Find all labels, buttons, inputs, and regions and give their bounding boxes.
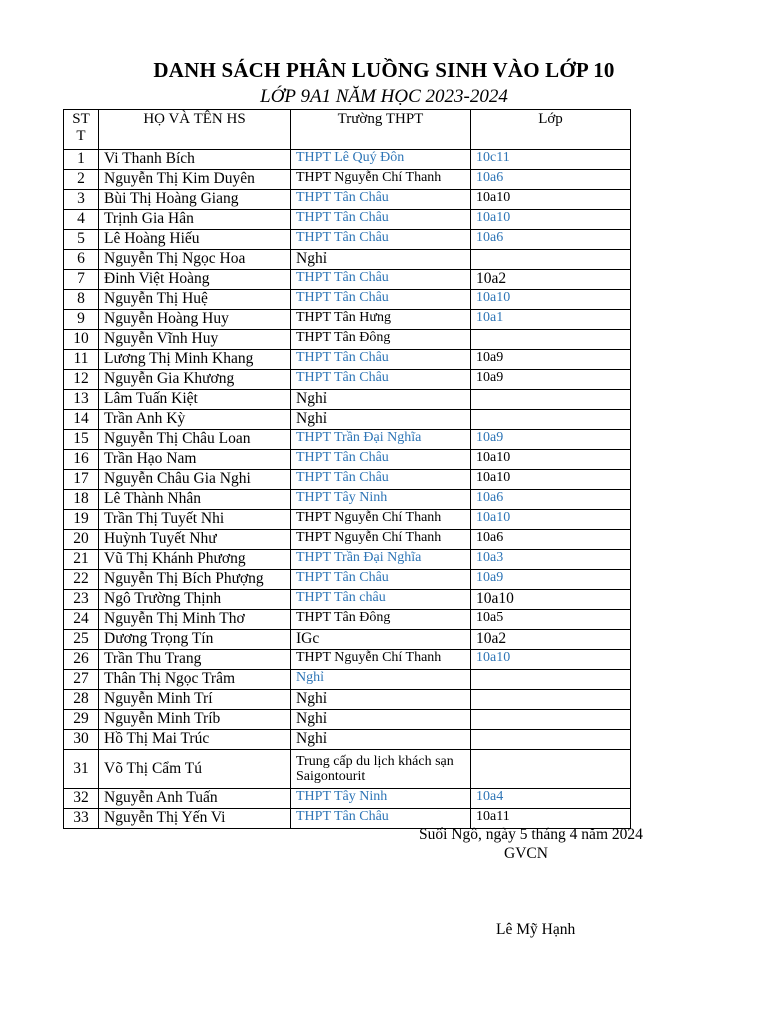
row-number: 25 xyxy=(64,630,99,650)
table-row xyxy=(64,690,631,710)
school-name: THPT Tân Châu xyxy=(291,270,471,290)
student-name: Trần Thị Tuyết Nhi xyxy=(99,510,291,530)
assigned-class: 10a6 xyxy=(471,230,631,250)
row-number: 21 xyxy=(64,550,99,570)
student-name: Ngô Trường Thịnh xyxy=(99,590,291,610)
table-row xyxy=(64,430,631,450)
school-name: THPT Tây Ninh xyxy=(291,789,471,809)
table-row xyxy=(64,610,631,630)
row-number: 12 xyxy=(64,370,99,390)
table-row xyxy=(64,350,631,370)
student-table xyxy=(63,109,631,829)
row-number: 8 xyxy=(64,290,99,310)
student-name: Đinh Việt Hoàng xyxy=(99,270,291,290)
student-name: Trần Anh Kỳ xyxy=(99,410,291,430)
assigned-class xyxy=(471,670,631,690)
school-name: Nghỉ xyxy=(291,690,471,710)
table-row xyxy=(64,550,631,570)
school-name: Nghỉ xyxy=(291,250,471,270)
row-number: 27 xyxy=(64,670,99,690)
student-name: Nguyễn Châu Gia Nghi xyxy=(99,470,291,490)
row-number: 30 xyxy=(64,730,99,750)
school-name: IGc xyxy=(291,630,471,650)
row-number: 10 xyxy=(64,330,99,350)
school-name: Trung cấp du lịch khách sạn Saigontourit xyxy=(291,750,471,789)
row-number: 26 xyxy=(64,650,99,670)
table-row xyxy=(64,510,631,530)
table-row xyxy=(64,410,631,430)
school-name: THPT Tân Châu xyxy=(291,370,471,390)
column-header-class: Lớp xyxy=(471,110,631,150)
assigned-class: 10a10 xyxy=(471,470,631,490)
student-name: Nguyễn Minh Tríb xyxy=(99,710,291,730)
assigned-class: 10a10 xyxy=(471,190,631,210)
school-name: Nghỉ xyxy=(291,730,471,750)
school-name: THPT Trần Đại Nghĩa xyxy=(291,550,471,570)
table-row xyxy=(64,370,631,390)
student-name: Võ Thị Cẩm Tú xyxy=(99,750,291,789)
school-name: THPT Tân Châu xyxy=(291,570,471,590)
table-row xyxy=(64,630,631,650)
student-name: Vi Thanh Bích xyxy=(99,150,291,170)
school-name: THPT Trần Đại Nghĩa xyxy=(291,430,471,450)
row-number: 28 xyxy=(64,690,99,710)
row-number: 32 xyxy=(64,789,99,809)
student-name: Nguyễn Thị Kim Duyên xyxy=(99,170,291,190)
table-row xyxy=(64,590,631,610)
table-row xyxy=(64,670,631,690)
student-name: Nguyễn Gia Khương xyxy=(99,370,291,390)
row-number: 33 xyxy=(64,809,99,829)
assigned-class: 10a3 xyxy=(471,550,631,570)
student-name: Dương Trọng Tín xyxy=(99,630,291,650)
row-number: 3 xyxy=(64,190,99,210)
row-number: 13 xyxy=(64,390,99,410)
assigned-class: 10a10 xyxy=(471,290,631,310)
school-name: THPT Nguyễn Chí Thanh xyxy=(291,650,471,670)
table-row xyxy=(64,650,631,670)
assigned-class xyxy=(471,730,631,750)
student-name: Nguyễn Thị Bích Phượng xyxy=(99,570,291,590)
table-row xyxy=(64,330,631,350)
table-row xyxy=(64,730,631,750)
assigned-class xyxy=(471,690,631,710)
row-number: 5 xyxy=(64,230,99,250)
table-row xyxy=(64,750,631,789)
assigned-class: 10a9 xyxy=(471,370,631,390)
table-header-row xyxy=(64,110,631,150)
table-row xyxy=(64,270,631,290)
assigned-class: 10a5 xyxy=(471,610,631,630)
assigned-class: 10a10 xyxy=(471,650,631,670)
assigned-class xyxy=(471,330,631,350)
school-name: THPT Lê Quý Đôn xyxy=(291,150,471,170)
table-row xyxy=(64,290,631,310)
assigned-class: 10a2 xyxy=(471,630,631,650)
assigned-class: 10a11 xyxy=(471,809,631,829)
student-name: Nguyễn Vĩnh Huy xyxy=(99,330,291,350)
row-number: 11 xyxy=(64,350,99,370)
table-row xyxy=(64,230,631,250)
student-name: Trần Hạo Nam xyxy=(99,450,291,470)
table-row xyxy=(64,210,631,230)
assigned-class: 10a9 xyxy=(471,350,631,370)
student-name: Lê Hoàng Hiếu xyxy=(99,230,291,250)
school-name: THPT Tân Châu xyxy=(291,450,471,470)
school-name: Nghỉ xyxy=(291,670,471,690)
table-row xyxy=(64,450,631,470)
table-row xyxy=(64,190,631,210)
table-row xyxy=(64,710,631,730)
assigned-class: 10a10 xyxy=(471,510,631,530)
table-row xyxy=(64,570,631,590)
row-number: 19 xyxy=(64,510,99,530)
assigned-class: 10a9 xyxy=(471,430,631,450)
assigned-class xyxy=(471,250,631,270)
assigned-class: 10a1 xyxy=(471,310,631,330)
row-number: 1 xyxy=(64,150,99,170)
school-name: THPT Tân Đông xyxy=(291,330,471,350)
school-name: Nghỉ xyxy=(291,390,471,410)
table-row xyxy=(64,310,631,330)
assigned-class: 10a2 xyxy=(471,270,631,290)
row-number: 17 xyxy=(64,470,99,490)
row-number: 29 xyxy=(64,710,99,730)
column-header-school: Trường THPT xyxy=(291,110,471,150)
student-name: Trần Thu Trang xyxy=(99,650,291,670)
assigned-class: 10a10 xyxy=(471,590,631,610)
table-row xyxy=(64,470,631,490)
signature-role: GVCN xyxy=(504,845,548,862)
school-name: THPT Tây Ninh xyxy=(291,490,471,510)
school-name: THPT Nguyễn Chí Thanh xyxy=(291,170,471,190)
row-number: 2 xyxy=(64,170,99,190)
assigned-class xyxy=(471,710,631,730)
student-name: Nguyễn Minh Trí xyxy=(99,690,291,710)
student-name: Nguyễn Thị Ngọc Hoa xyxy=(99,250,291,270)
row-number: 18 xyxy=(64,490,99,510)
table-row xyxy=(64,250,631,270)
school-name: THPT Tân Châu xyxy=(291,290,471,310)
school-name: THPT Tân Hưng xyxy=(291,310,471,330)
column-header-stt: ST T xyxy=(64,110,99,150)
teacher-name: Lê Mỹ Hạnh xyxy=(496,921,576,938)
school-name: THPT Tân Châu xyxy=(291,210,471,230)
student-name: Thân Thị Ngọc Trâm xyxy=(99,670,291,690)
school-name: THPT Nguyễn Chí Thanh xyxy=(291,530,471,550)
table-row xyxy=(64,150,631,170)
assigned-class: 10a10 xyxy=(471,210,631,230)
school-name: THPT Tân Châu xyxy=(291,230,471,250)
row-number: 24 xyxy=(64,610,99,630)
school-name: THPT Tân Đông xyxy=(291,610,471,630)
school-name: THPT Tân châu xyxy=(291,590,471,610)
assigned-class xyxy=(471,410,631,430)
assigned-class xyxy=(471,390,631,410)
student-name: Lê Thành Nhân xyxy=(99,490,291,510)
column-header-name: HỌ VÀ TÊN HS xyxy=(99,110,291,150)
student-name: Lương Thị Minh Khang xyxy=(99,350,291,370)
student-name: Trịnh Gia Hân xyxy=(99,210,291,230)
school-name: Nghỉ xyxy=(291,410,471,430)
school-name: THPT Tân Châu xyxy=(291,809,471,829)
row-number: 20 xyxy=(64,530,99,550)
assigned-class: 10c11 xyxy=(471,150,631,170)
student-name: Bùi Thị Hoàng Giang xyxy=(99,190,291,210)
row-number: 15 xyxy=(64,430,99,450)
assigned-class xyxy=(471,750,631,789)
assigned-class: 10a6 xyxy=(471,530,631,550)
student-name: Hồ Thị Mai Trúc xyxy=(99,730,291,750)
student-name: Huỳnh Tuyết Như xyxy=(99,530,291,550)
student-name: Nguyễn Thị Huệ xyxy=(99,290,291,310)
table-row xyxy=(64,789,631,809)
school-name: THPT Nguyễn Chí Thanh xyxy=(291,510,471,530)
table-row xyxy=(64,530,631,550)
assigned-class: 10a9 xyxy=(471,570,631,590)
assigned-class: 10a6 xyxy=(471,490,631,510)
table-row xyxy=(64,490,631,510)
school-name: THPT Tân Châu xyxy=(291,190,471,210)
student-name: Nguyễn Thị Châu Loan xyxy=(99,430,291,450)
student-name: Nguyễn Hoàng Huy xyxy=(99,310,291,330)
assigned-class: 10a4 xyxy=(471,789,631,809)
student-name: Nguyễn Thị Yến Vi xyxy=(99,809,291,829)
row-number: 16 xyxy=(64,450,99,470)
assigned-class: 10a10 xyxy=(471,450,631,470)
student-name: Lâm Tuấn Kiệt xyxy=(99,390,291,410)
school-name: THPT Tân Châu xyxy=(291,350,471,370)
table-row xyxy=(64,170,631,190)
place-date: Suối Ngô, ngày 5 tháng 4 năm 2024 xyxy=(419,826,643,843)
row-number: 14 xyxy=(64,410,99,430)
row-number: 23 xyxy=(64,590,99,610)
table-row xyxy=(64,390,631,410)
row-number: 31 xyxy=(64,750,99,789)
school-name: THPT Tân Châu xyxy=(291,470,471,490)
student-name: Vũ Thị Khánh Phương xyxy=(99,550,291,570)
student-name: Nguyễn Anh Tuấn xyxy=(99,789,291,809)
row-number: 22 xyxy=(64,570,99,590)
document-title: DANH SÁCH PHÂN LUỒNG SINH VÀO LỚP 10 xyxy=(153,58,615,82)
row-number: 9 xyxy=(64,310,99,330)
school-name: Nghỉ xyxy=(291,710,471,730)
row-number: 6 xyxy=(64,250,99,270)
row-number: 7 xyxy=(64,270,99,290)
assigned-class: 10a6 xyxy=(471,170,631,190)
student-name: Nguyễn Thị Minh Thơ xyxy=(99,610,291,630)
document-subtitle: LỚP 9A1 NĂM HỌC 2023-2024 xyxy=(260,86,508,107)
row-number: 4 xyxy=(64,210,99,230)
